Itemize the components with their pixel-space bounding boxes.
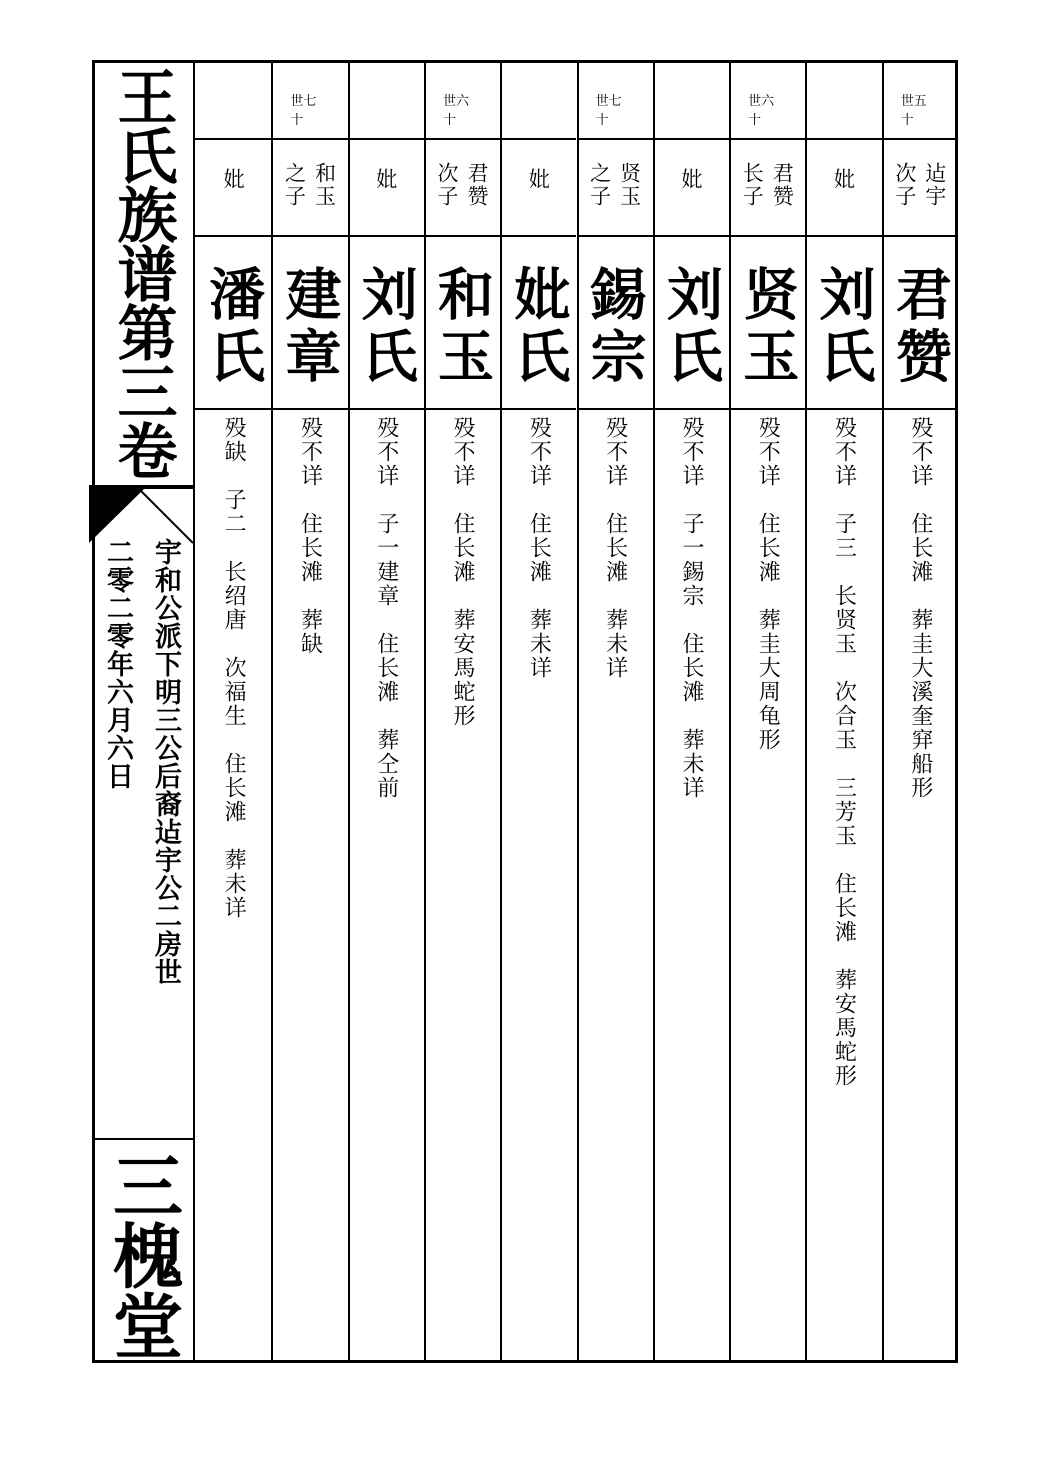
title-box	[92, 60, 193, 488]
relation-cell	[348, 140, 424, 237]
person-column	[729, 60, 805, 1363]
compile-date: 二零二零年六月六日	[102, 538, 133, 790]
name-cell	[805, 237, 881, 410]
name-cell	[195, 237, 271, 410]
book-title: 王氏族谱第三卷	[107, 66, 178, 479]
relation-label: 妣	[221, 168, 246, 189]
generation-cell	[195, 60, 271, 140]
title-column	[92, 60, 195, 1363]
person-details: 殁不详 子一建章 住长滩 葬仝前	[373, 416, 399, 800]
person-details: 殁不详 子一錫宗 住长滩 葬未详	[678, 416, 704, 800]
detail-cell	[729, 410, 805, 1360]
column-divider	[729, 60, 731, 1363]
person-name: 刘氏	[352, 265, 419, 389]
hall-name: 三槐堂	[101, 1150, 185, 1360]
parent-name: 君赞	[770, 162, 795, 208]
banner-ornament	[89, 485, 193, 545]
person-column	[805, 60, 881, 1363]
person-name: 贤玉	[734, 265, 801, 389]
detail-cell	[882, 410, 958, 1360]
relation-cell	[424, 140, 500, 237]
detail-cell	[805, 410, 881, 1360]
relation-cell	[882, 140, 958, 237]
detail-cell	[653, 410, 729, 1360]
parent-name: 贤玉	[617, 162, 642, 208]
generation-label: 世六十	[442, 94, 469, 128]
relation-cell	[805, 140, 881, 237]
name-cell	[882, 237, 958, 410]
detail-cell	[577, 410, 653, 1360]
person-details: 殁不详 住长滩 葬未详	[602, 416, 628, 680]
name-cell	[653, 237, 729, 410]
column-divider	[653, 60, 655, 1363]
column-divider	[348, 60, 350, 1363]
person-details: 殁不详 住长滩 葬缺	[297, 416, 323, 656]
parent-name: 迠宇	[922, 162, 947, 208]
person-details: 殁不详 住长滩 葬未详	[526, 416, 552, 680]
generation-label: 世七十	[595, 94, 622, 128]
column-divider	[882, 60, 884, 1363]
relation-cell	[653, 140, 729, 237]
birth-order: 次子	[892, 162, 917, 208]
birth-order: 长子	[740, 162, 765, 208]
name-cell	[271, 237, 347, 410]
relation-label	[435, 162, 489, 208]
birth-order: 之子	[587, 162, 612, 208]
name-cell	[348, 237, 424, 410]
person-column	[500, 60, 576, 1363]
relation-cell	[500, 140, 576, 237]
generation-label: 世五十	[900, 94, 927, 128]
person-name: 潘氏	[200, 265, 267, 389]
generation-label: 世七十	[290, 94, 317, 128]
name-cell	[729, 237, 805, 410]
person-name: 和玉	[429, 265, 496, 389]
person-details: 殁不详 住长滩 葬圭大周龟形	[755, 416, 781, 752]
person-name: 君赞	[886, 265, 953, 389]
detail-cell	[424, 410, 500, 1360]
generation-cell	[500, 60, 576, 140]
person-name: 妣氏	[505, 265, 572, 389]
relation-label	[740, 162, 794, 208]
person-name: 刘氏	[657, 265, 724, 389]
generation-cell	[653, 60, 729, 140]
person-details: 殁缺 子二 长绍唐 次福生 住长滩 葬未详	[221, 416, 247, 920]
relation-cell	[577, 140, 653, 237]
generation-cell	[424, 60, 500, 140]
detail-cell	[195, 410, 271, 1360]
name-cell	[500, 237, 576, 410]
birth-order: 之子	[282, 162, 307, 208]
person-column	[271, 60, 347, 1363]
column-divider	[577, 60, 579, 1363]
person-column	[195, 60, 271, 1363]
column-divider	[424, 60, 426, 1363]
generation-label: 世六十	[748, 94, 775, 128]
parent-name: 和玉	[312, 162, 337, 208]
lineage-line: 宇和公派下明三公后裔迠宇公二房世	[150, 538, 181, 986]
person-column	[882, 60, 958, 1363]
relation-label: 妣	[831, 168, 856, 189]
column-divider	[805, 60, 807, 1363]
person-column	[653, 60, 729, 1363]
column-divider	[271, 60, 273, 1363]
generation-cell	[577, 60, 653, 140]
relation-label	[893, 162, 947, 208]
person-name: 建章	[276, 265, 343, 389]
relation-label	[588, 162, 642, 208]
generation-cell	[271, 60, 347, 140]
parent-name: 君赞	[465, 162, 490, 208]
relation-label: 妣	[678, 168, 703, 189]
hall-divider	[92, 1138, 193, 1140]
relation-label: 妣	[526, 168, 551, 189]
relation-cell	[729, 140, 805, 237]
birth-order: 次子	[435, 162, 460, 208]
name-cell	[577, 237, 653, 410]
generation-cell	[348, 60, 424, 140]
person-column	[348, 60, 424, 1363]
person-name: 錫宗	[581, 265, 648, 389]
relation-cell	[271, 140, 347, 237]
generation-cell	[882, 60, 958, 140]
person-details: 殁不详 住长滩 葬圭大溪奎穽船形	[907, 416, 933, 800]
generation-cell	[729, 60, 805, 140]
person-details: 殁不详 住长滩 葬安馬蛇形	[450, 416, 476, 728]
person-column	[424, 60, 500, 1363]
name-cell	[424, 237, 500, 410]
relation-label: 妣	[373, 168, 398, 189]
detail-cell	[348, 410, 424, 1360]
column-divider	[500, 60, 502, 1363]
generation-cell	[805, 60, 881, 140]
detail-cell	[271, 410, 347, 1360]
person-details: 殁不详 子三 长贤玉 次合玉 三芳玉 住长滩 葬安馬蛇形	[831, 416, 857, 1088]
person-name: 刘氏	[810, 265, 877, 389]
relation-label	[282, 162, 336, 208]
detail-cell	[500, 410, 576, 1360]
person-column	[577, 60, 653, 1363]
relation-cell	[195, 140, 271, 237]
genealogy-grid	[195, 60, 958, 1363]
